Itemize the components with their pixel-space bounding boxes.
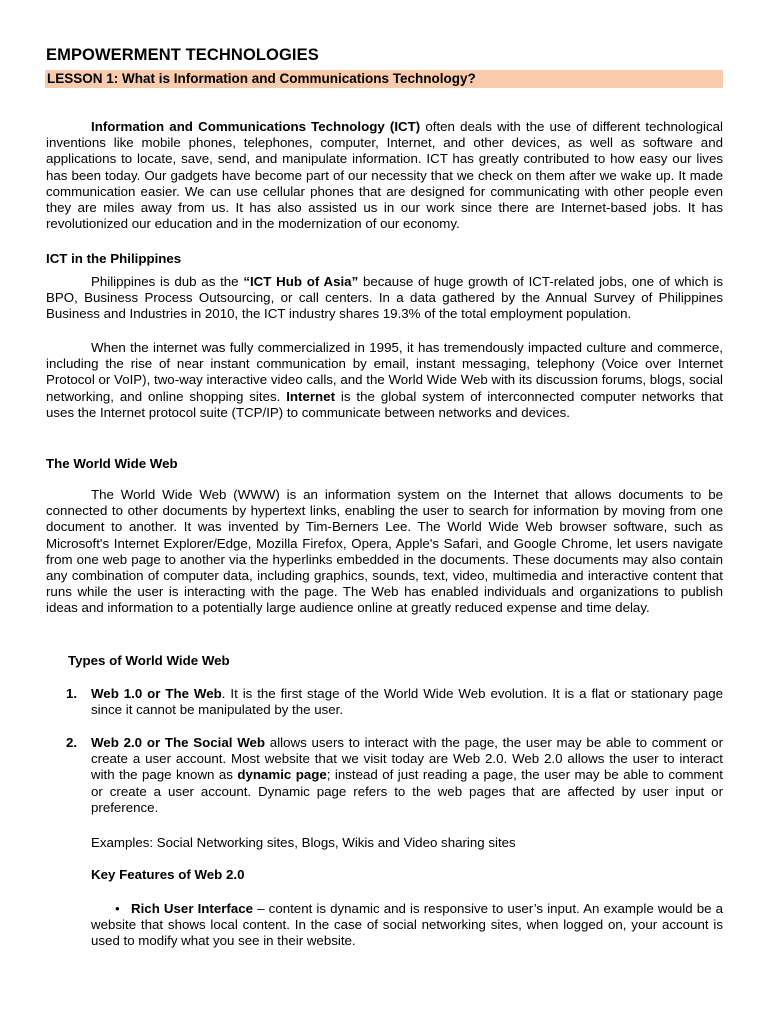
internet-term: Internet [286, 388, 335, 404]
examples-line: Examples: Social Networking sites, Blogs, Wikis and Video sharing sites [91, 835, 516, 850]
rich-ui-text: – content is dynamic and is responsive to user’s input. An example would be a website that shows local content. In the case of social networking sites, when logged on, your account is used to modify what you see in their website. [91, 901, 723, 949]
p1-text-before: Philippines is dub as the [91, 274, 244, 289]
ict-hub-term: “ICT Hub of Asia” [243, 274, 359, 289]
list-number-1: 1. [66, 686, 78, 701]
lesson-banner [45, 70, 723, 88]
list-item-web2-body [91, 735, 723, 816]
section-heading-types: Types of World Wide Web [68, 653, 230, 668]
section-heading-www: The World Wide Web [46, 456, 178, 471]
section-heading-key-features: Key Features of Web 2.0 [91, 867, 245, 882]
web2-text-b: ; instead of just reading a page, the user may be able to comment or create a user account. Dynamic page refers to the web pages that are affected by user input or preference. [91, 767, 723, 815]
dynamic-page-term: dynamic page [237, 767, 327, 783]
web1-term: Web 1.0 or The Web [91, 686, 222, 701]
bullet-icon: • [115, 901, 120, 916]
rich-ui-term: Rich User Interface [131, 901, 254, 916]
ict-philippines-paragraph-1 [46, 274, 723, 323]
www-paragraph: The World Wide Web (WWW) is an information system on the Internet that allows documents to be connected to other documents by hypertext links, enabling the user to search for information by moving from one document to another. It was invented by Tim-Berners Lee. The World Wide Web browser software, such as Microsoft's Internet Explorer/Edge, Mozilla Firefox, Opera, Apple's Safari, and Google Chrome, let users navigate from one web page to another via the hyperlinks embedded in the documents. These documents may also contain any combination of computer data, including graphics, sounds, text, video, multimedia and interactive content that runs while the user is interacting with the page. The Web has enabled individuals and organizations to publish ideas and information to a potentially large audience online at greatly reduced expense and time delay. [46, 487, 723, 616]
intro-text: often deals with the use of different technological inventions like mobile phones, telephones, computer, Internet, and other devices, as well as software and applications to locate, save, send, and manipulate information. ICT has greatly contributed to how easy our lives has been today. Our gadgets have become part of our necessity that we check on them after we wake up. It made communication easier. We can use cellular phones that are designed for communicating with other people even they are miles away from us. It has also assisted us in our work since there are Internet-based jobs. It has revolutionized our education and in the modernization of our economy. [46, 119, 723, 232]
ict-term: Information and Communications Technology (ICT) [91, 119, 421, 134]
document-title: EMPOWERMENT TECHNOLOGIES [46, 46, 319, 64]
bullet-rich-user-interface [91, 901, 723, 950]
p2-text-before: When the internet was fully commercialized in 1995, it has tremendously impacted culture and commerce, including the rise of near instant communication by email, instant messaging, telephony (Voice over Internet Protocol or VoIP), two-way interactive video calls, and the World Wide Web with its discussion forums, blogs, social networking, and online shopping sites. [46, 340, 723, 404]
list-item-web1-body [91, 686, 723, 718]
p1-text-after: because of huge growth of ICT-related jobs, one of which is BPO, Business Process Outsourcing, or call centers. In a data gathered by the Annual Survey of Philippines Business and Industries in 2010, the ICT industry shares 19.3% of the total employment population. [46, 274, 723, 322]
p2-text-after: is the global system of interconnected computer networks that uses the Internet protocol suite (TCP/IP) to communicate between networks and devices. [46, 388, 723, 420]
ict-philippines-paragraph-2 [46, 340, 723, 421]
section-heading-ict-philippines: ICT in the Philippines [46, 251, 182, 266]
web2-text-a: allows users to interact with the page, the user may be able to comment or create a user account. Most website that we visit today are Web 2.0. Web 2.0 allows the user to interact with the page known as [91, 735, 723, 783]
intro-paragraph [46, 119, 723, 232]
list-number-2: 2. [66, 735, 78, 750]
lesson-title: LESSON 1: What is Information and Communications Technology? [47, 71, 476, 86]
web1-text: . It is the first stage of the World Wide Web evolution. It is a flat or stationary page since it cannot be manipulated by the user. [91, 686, 723, 718]
web2-term: Web 2.0 or The Social Web [91, 735, 266, 750]
